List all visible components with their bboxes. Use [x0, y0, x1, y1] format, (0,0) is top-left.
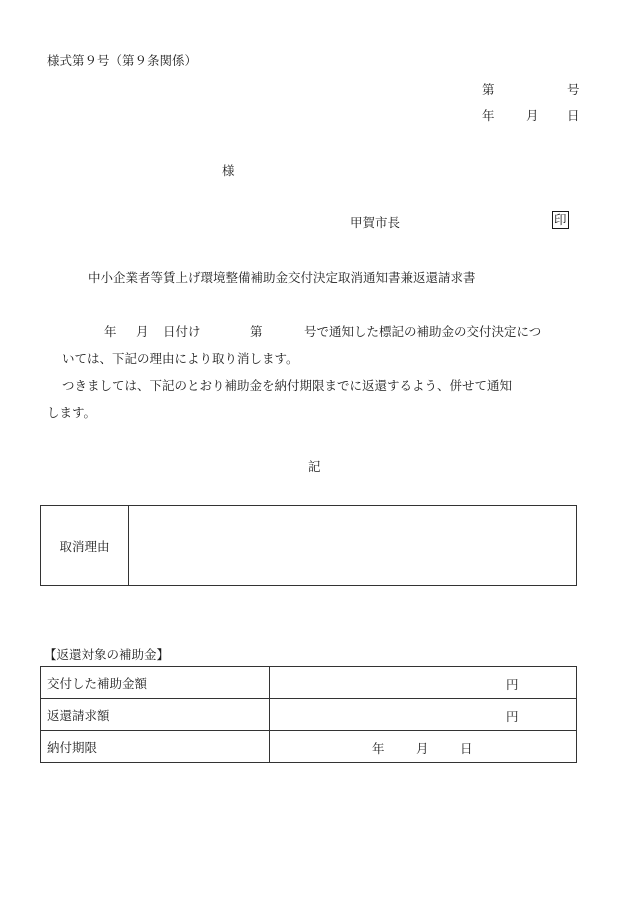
- body-line3: つきましては、下記のとおり補助金を納付期限までに返還するよう、併せて通知: [62, 378, 513, 393]
- form-number: 様式第９号（第９条関係）: [47, 53, 198, 68]
- body-line4: します。: [47, 405, 97, 420]
- body-line2: いては、下記の理由により取り消します。: [62, 351, 299, 366]
- row-value-granted[interactable]: [270, 667, 577, 699]
- sender-name: 甲賀市長: [350, 215, 401, 230]
- ki-heading: 記: [308, 459, 321, 474]
- body-date-tsuki: 月: [136, 324, 149, 339]
- refund-table: [40, 666, 577, 763]
- date-tsuki: 月: [526, 108, 539, 123]
- refund-heading: 【返還対象の補助金】: [44, 647, 170, 662]
- table-row: [41, 667, 577, 699]
- body-line1-rest: 号で通知した標記の補助金の交付決定につ: [304, 324, 542, 339]
- row-label-refund: 返還請求額: [41, 699, 270, 731]
- seal-mark: [552, 211, 569, 229]
- table-row: [41, 731, 577, 763]
- row-label-granted: 交付した補助金額: [41, 667, 270, 699]
- body-date-nen: 年: [104, 324, 117, 339]
- deadline-nen: 年: [372, 741, 385, 756]
- date-nen: 年: [482, 108, 495, 123]
- date-hi: 日: [567, 108, 580, 123]
- doc-number-dai: 第: [482, 82, 495, 97]
- row-label-deadline: 納付期限: [41, 731, 270, 763]
- body-date-hizuke: 日付け: [163, 324, 201, 339]
- row-value-refund[interactable]: [270, 699, 577, 731]
- deadline-hi: 日: [460, 741, 473, 756]
- row-value-deadline[interactable]: [270, 731, 577, 763]
- reason-box: [40, 505, 577, 586]
- doc-number-go: 号: [567, 82, 580, 97]
- seal-text: 印: [554, 212, 567, 227]
- addressee-sama: 様: [222, 163, 235, 178]
- body-dai: 第: [250, 324, 263, 339]
- table-row: [41, 699, 577, 731]
- reason-label: 取消理由: [41, 506, 129, 585]
- yen-unit: 円: [506, 677, 519, 692]
- document-title: 中小企業者等賃上げ環境整備補助金交付決定取消通知書兼返還請求書: [88, 270, 476, 285]
- yen-unit: 円: [506, 709, 519, 724]
- deadline-tsuki: 月: [416, 741, 429, 756]
